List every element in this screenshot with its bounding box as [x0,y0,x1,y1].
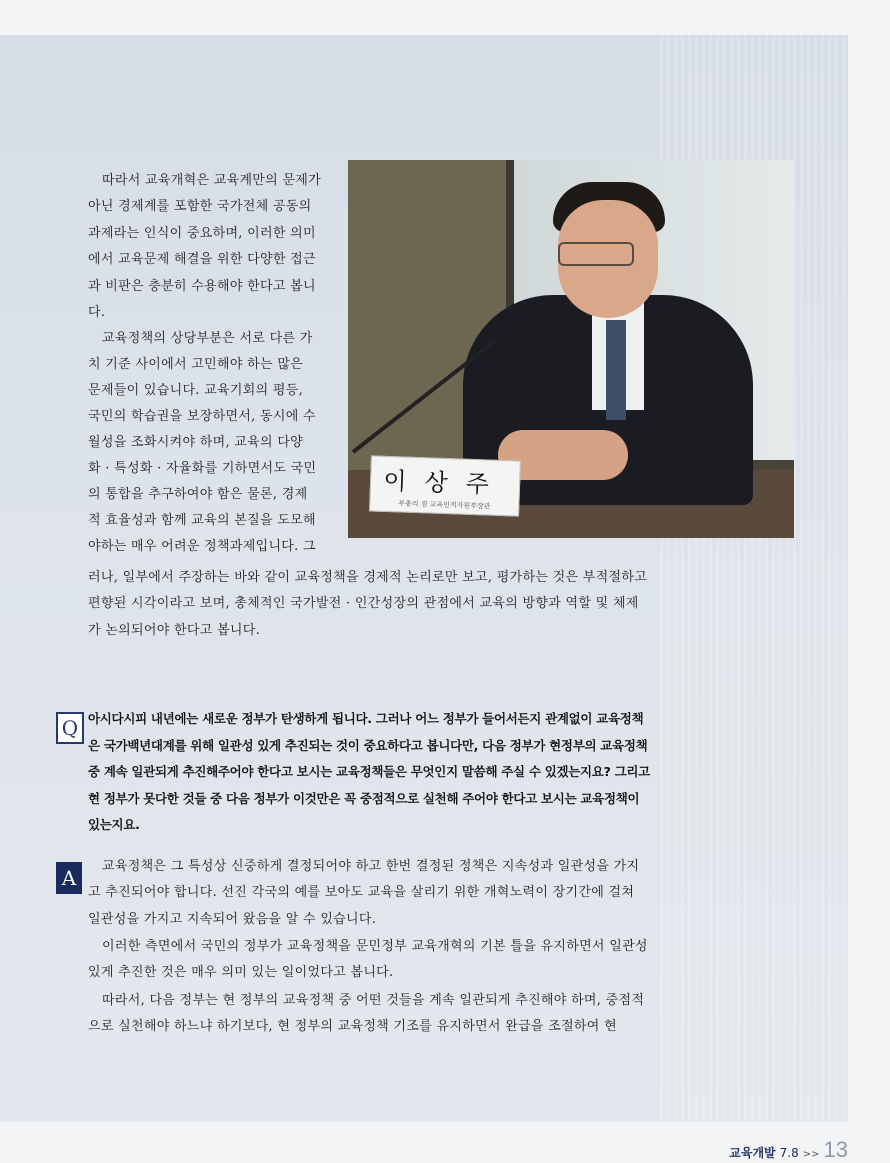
answer-marker: A [56,862,82,894]
intro-paragraph-2-line: 치 기준 사이에서 고민해야 하는 많은 [88,357,304,372]
footer-arrows: >> [802,1149,820,1160]
footer-page-number: 13 [823,1137,848,1162]
intro-paragraph-2-continuation: 러나, 일부에서 주장하는 바와 같이 교육정책을 경제적 논리로만 보고, 평가하는 것은 부적절하고 편향된 시각이라고 보며, 총체적인 국가발전 · 인간성장의 관점에서 교육의 방향과 역할 및 체제가 논의되어야 한다고 봅니다. [88,570,648,638]
intro-paragraph-2-line: 국민의 학습권을 보장하면서, 동시에 수 [88,409,316,424]
question-marker: Q [56,712,84,744]
photo-nameplate [369,455,521,516]
photo-person-glasses [558,242,634,266]
answer-paragraph-2: 이러한 측면에서 국민의 정부가 교육정책을 문민정부 교육개혁의 기본 틀을 유지하면서 일관성 있게 추진한 것은 매우 의미 있는 일이었다고 봅니다. [88,939,648,981]
page-footer [729,1137,848,1163]
intro-paragraph-2-line: 야하는 매우 어려운 정책과제입니다. 그 [88,539,316,554]
intro-paragraph-1: 따라서 교육개혁은 교육계만의 문제가 아닌 경제계를 포함한 국가전체 공동의 과제라는 인식이 중요하며, 이러한 의미에서 교육문제 해결을 위한 다양한 접근과 비판은 충분히 수용해야 한다고 봅니다. [88,173,322,321]
answer-paragraph-1: 교육정책은 그 특성상 신중하게 결정되어야 하고 한번 결정된 정책은 지속성과 일관성을 가지고 추진되어야 합니다. 선진 각국의 예를 보아도 교육을 살리기 위한 개혁노력이 장기간에 걸쳐 일관성을 가지고 지속되어 왔음을 알 수 있습니다. [88,859,640,927]
intro-paragraph-2-line: 화 · 특성화 · 자율화를 기하면서도 국민 [88,461,317,476]
question-text: 아시다시피 내년에는 새로운 정부가 탄생하게 됩니다. 그러나 어느 정부가 들어서든지 관계없이 교육정책은 국가백년대계를 위해 일관성 있게 추진되는 것이 중요하다고 봅니다만, 다음 정부가 현정부의 교육정책 중 계속 일관되게 추진해주어야 한다고 보시는 교육정책들은 무엇인지 말씀해 주실 수 있겠는지요? 그리고 현 정부가 못다한 것들 중 다음 정부가 이것만은 꼭 중점적으로 실천해 주어야 한다고 보시는 교육정책이 있는지요. [88,711,650,833]
intro-paragraph-2-line: 문제들이 있습니다. 교육기회의 평등, [88,383,304,398]
footer-issue: 7.8 [779,1146,799,1160]
answer-paragraph-3: 따라서, 다음 정부는 현 정부의 교육정책 중 어떤 것들을 계속 일관되게 추진해야 하며, 중점적으로 실천해야 하느냐 하기보다, 현 정부의 교육정책 기조를 유지하면서 완급을 조절하여 현 [88,993,645,1035]
footer-magazine-name: 교육개발 [729,1146,776,1160]
interview-photo [348,160,794,538]
intro-paragraph-2-line: 의 통합을 추구하여야 함은 물론, 경제 [88,487,308,502]
nameplate-name: 이상주 [382,466,508,500]
intro-paragraph-2-line: 적 효율성과 함께 교육의 본질을 도모해 [88,513,316,528]
intro-paragraph-2-line: 교육정책의 상당부분은 서로 다른 가 [102,331,313,346]
photo-person-tie [606,320,626,420]
intro-paragraph-2-line: 월성을 조화시켜야 하며, 교육의 다양 [88,435,304,450]
nameplate-title: 부총리 겸 교육인적자원부장관 [398,499,491,511]
